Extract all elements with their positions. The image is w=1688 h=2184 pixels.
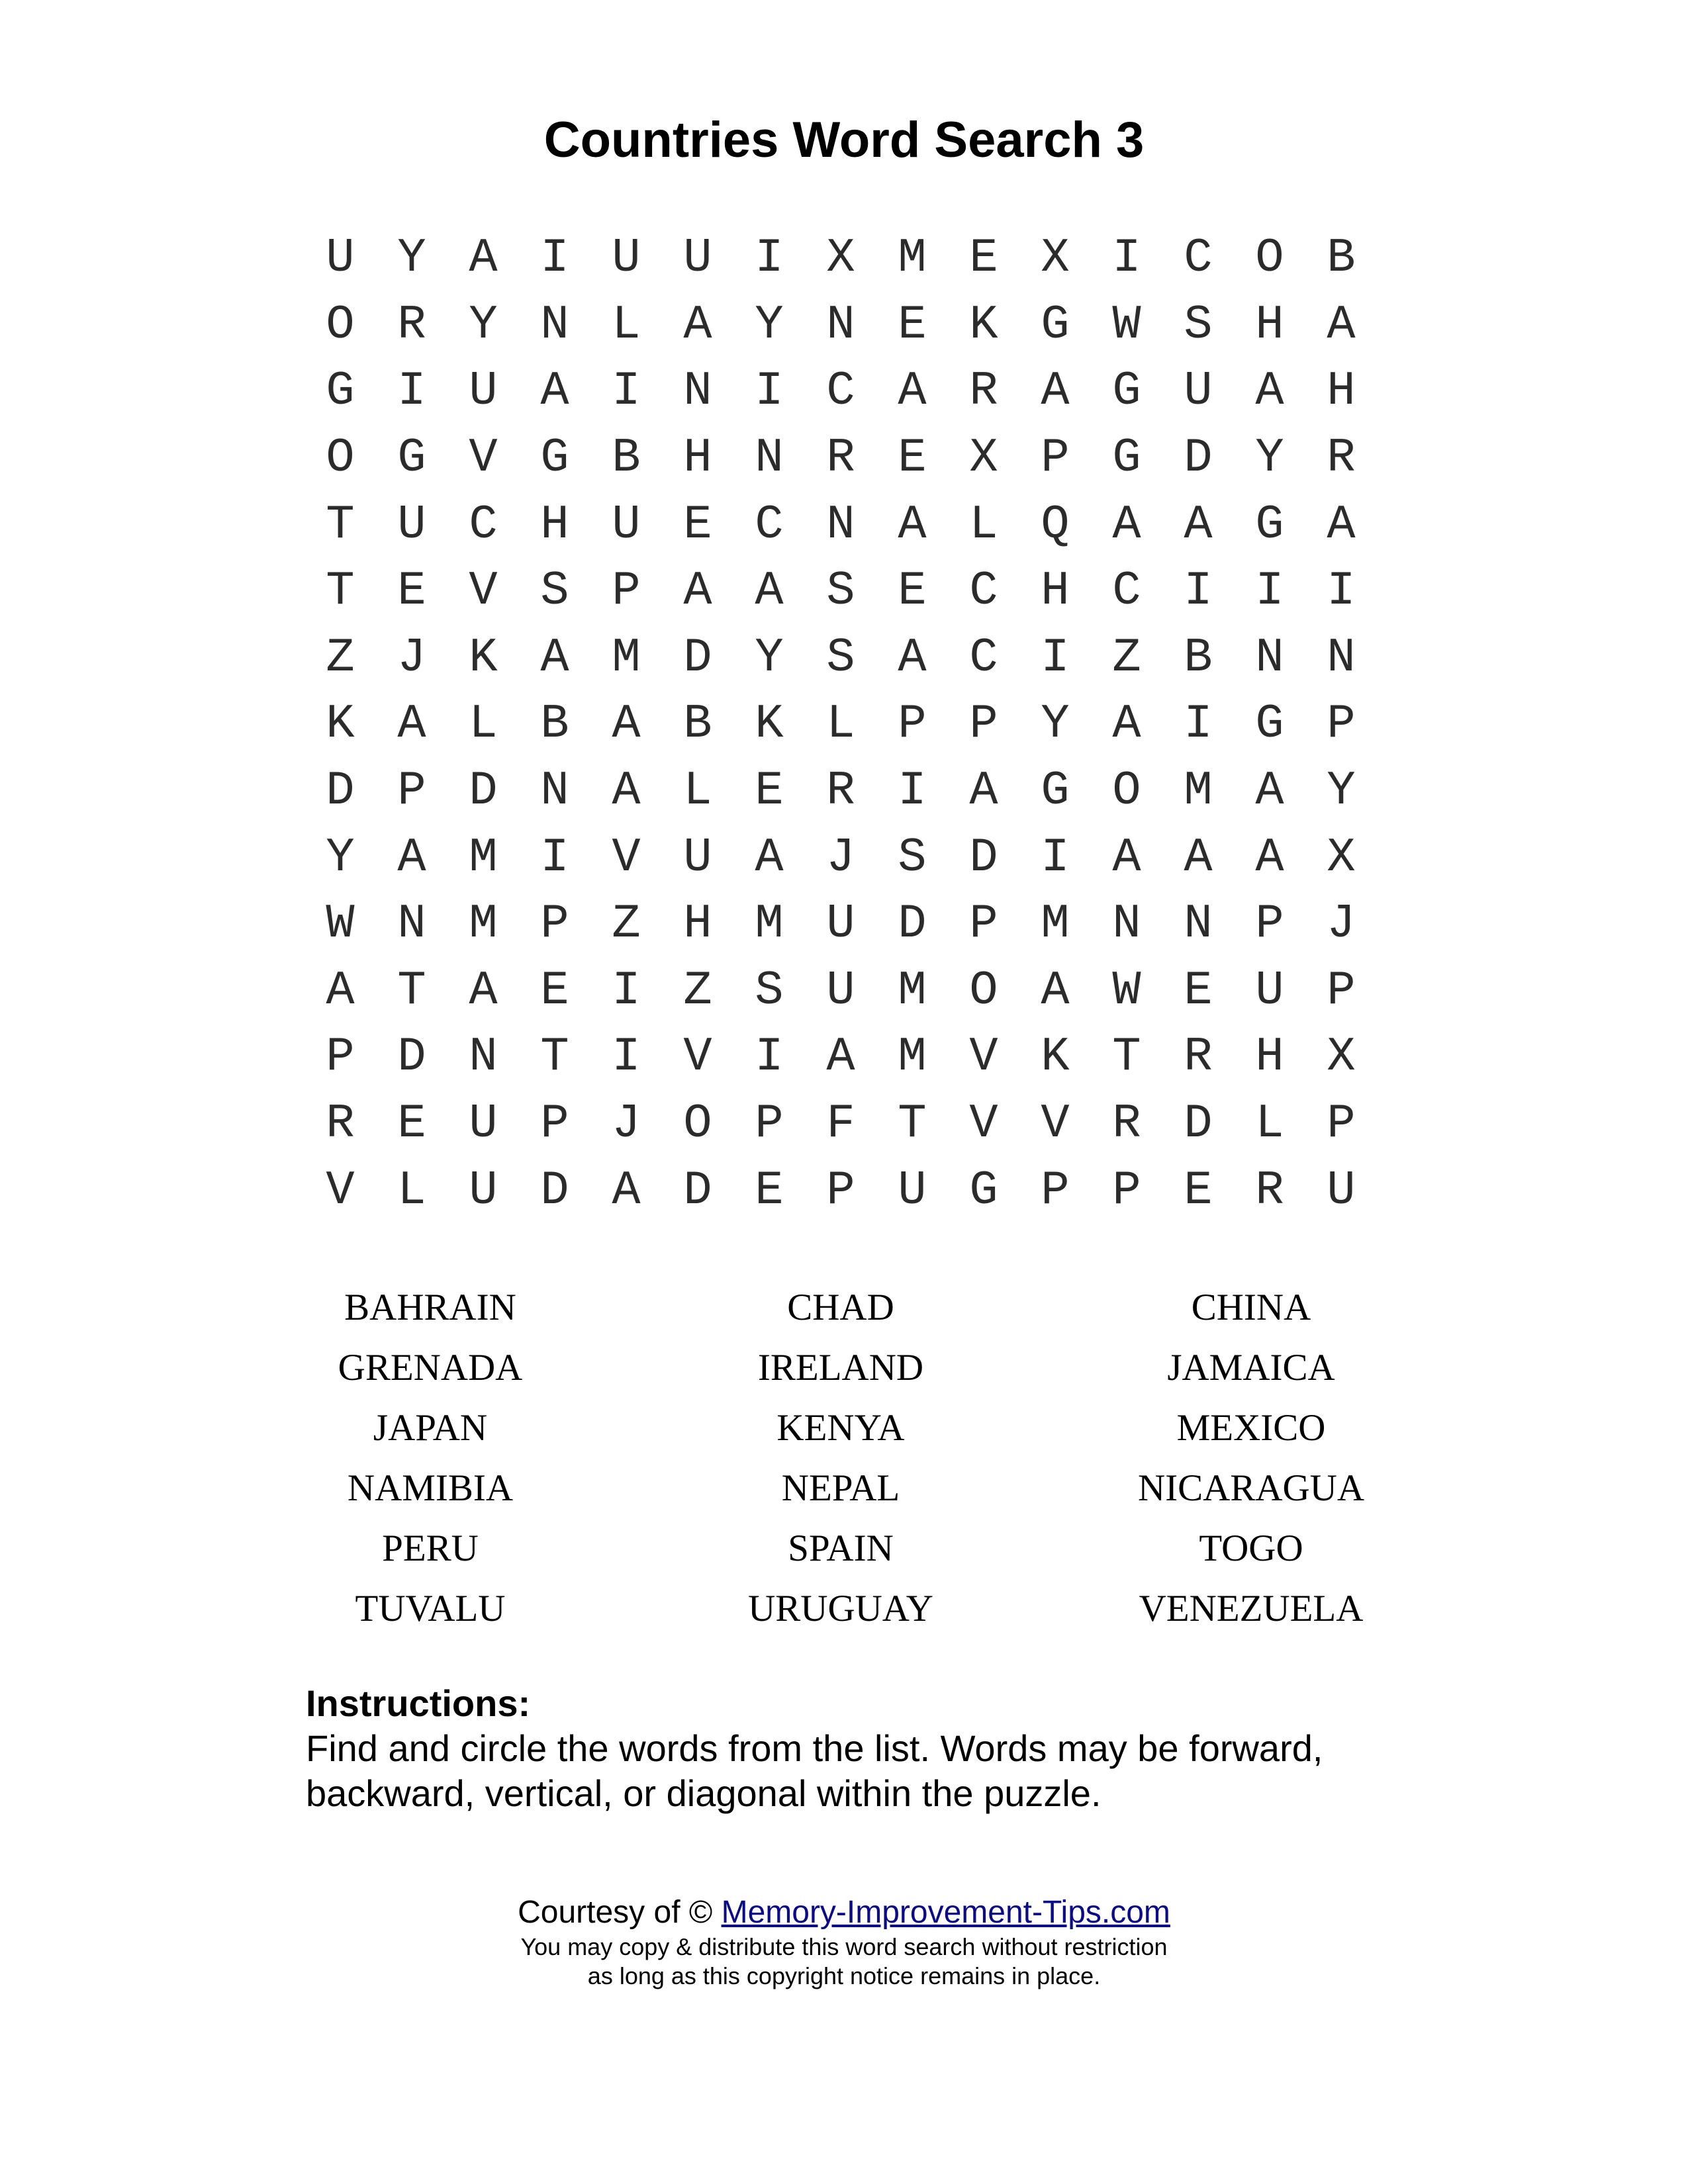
grid-letter: E: [755, 1163, 784, 1218]
grid-letter: A: [826, 1030, 855, 1085]
grid-letter: A: [612, 764, 641, 819]
grid-letter: Q: [1041, 497, 1070, 552]
copyright-notice-line-2: as long as this copyright notice remains in place.: [587, 1962, 1101, 1989]
grid-letter: E: [397, 1097, 426, 1152]
grid-letter: E: [1184, 1163, 1213, 1218]
instructions: [306, 1681, 1431, 1816]
grid-letter: N: [683, 364, 712, 419]
grid-letter: P: [1255, 897, 1284, 952]
grid-letter: I: [1041, 630, 1070, 685]
grid-letter: L: [683, 764, 712, 819]
grid-letter: S: [898, 830, 927, 885]
grid-letter: R: [1255, 1163, 1284, 1218]
grid-letter: U: [612, 497, 641, 552]
grid-letter: E: [898, 297, 927, 352]
grid-letter: M: [898, 1030, 927, 1085]
word-list-item: NEPAL: [781, 1467, 900, 1509]
grid-letter: P: [1327, 963, 1356, 1018]
grid-letter: Z: [326, 630, 355, 685]
grid-letter: C: [1184, 231, 1213, 286]
grid-letter: I: [612, 1030, 641, 1085]
grid-letter: X: [1041, 231, 1070, 286]
grid-letter: M: [1041, 897, 1070, 952]
grid-letter: M: [1184, 764, 1213, 819]
grid-letter: V: [612, 830, 641, 885]
grid-letter: D: [683, 1163, 712, 1218]
grid-letter: I: [1255, 564, 1284, 619]
grid-letter: P: [826, 1163, 855, 1218]
grid-letter: G: [969, 1163, 998, 1218]
grid-letter: A: [683, 297, 712, 352]
grid-letter: A: [469, 231, 498, 286]
grid-letter: C: [969, 630, 998, 685]
grid-letter: I: [1184, 564, 1213, 619]
grid-letter: A: [1255, 830, 1284, 885]
grid-letter: A: [755, 830, 784, 885]
grid-letter: N: [540, 297, 569, 352]
grid-letter: F: [826, 1097, 855, 1152]
grid-letter: I: [1184, 697, 1213, 752]
word-list-item: BAHRAIN: [344, 1287, 516, 1328]
word-list-item: VENEZUELA: [1139, 1588, 1364, 1629]
grid-letter: G: [1255, 697, 1284, 752]
grid-letter: U: [826, 963, 855, 1018]
grid-letter: P: [898, 697, 927, 752]
word-list-item: IRELAND: [757, 1347, 924, 1388]
grid-letter: P: [326, 1030, 355, 1085]
grid-letter: W: [1112, 297, 1141, 352]
grid-letter: P: [1041, 1163, 1070, 1218]
word-list-item: KENYA: [776, 1407, 905, 1449]
grid-letter: M: [898, 963, 927, 1018]
grid-letter: U: [1184, 364, 1213, 419]
grid-letter: K: [1041, 1030, 1070, 1085]
word-list-item: CHAD: [787, 1287, 894, 1328]
grid-letter: I: [540, 830, 569, 885]
grid-letter: Z: [683, 963, 712, 1018]
grid-letter: E: [1184, 963, 1213, 1018]
grid-letter: A: [469, 963, 498, 1018]
word-list-item: MEXICO: [1176, 1407, 1326, 1449]
grid-letter: H: [683, 897, 712, 952]
grid-letter: A: [1327, 497, 1356, 552]
grid-letter: B: [1184, 630, 1213, 685]
grid-letter: G: [1112, 431, 1141, 486]
grid-letter: E: [898, 431, 927, 486]
grid-letter: B: [683, 697, 712, 752]
grid-letter: D: [969, 830, 998, 885]
word-list-item: JAMAICA: [1167, 1347, 1335, 1388]
grid-letter: M: [898, 231, 927, 286]
grid-letter: N: [1184, 897, 1213, 952]
grid-letter: R: [326, 1097, 355, 1152]
word-list-item: JAPAN: [373, 1407, 488, 1449]
grid-letter: G: [540, 431, 569, 486]
grid-letter: G: [1255, 497, 1284, 552]
word-list-item: SPAIN: [788, 1527, 894, 1569]
grid-letter: S: [826, 630, 855, 685]
grid-letter: O: [1255, 231, 1284, 286]
grid-letter: B: [1327, 231, 1356, 286]
grid-letter: N: [1255, 630, 1284, 685]
grid-letter: E: [969, 231, 998, 286]
grid-letter: A: [397, 697, 426, 752]
grid-letter: T: [397, 963, 426, 1018]
grid-letter: I: [612, 364, 641, 419]
courtesy-prefix: Courtesy of ©: [518, 1895, 722, 1930]
grid-letter: E: [683, 497, 712, 552]
grid-letter: D: [898, 897, 927, 952]
grid-letter: S: [1184, 297, 1213, 352]
grid-letter: U: [826, 897, 855, 952]
grid-letter: O: [683, 1097, 712, 1152]
word-list-item: URUGUAY: [748, 1588, 933, 1629]
grid-letter: D: [1184, 1097, 1213, 1152]
grid-letter: A: [1041, 364, 1070, 419]
grid-letter: V: [969, 1097, 998, 1152]
grid-letter: R: [826, 764, 855, 819]
grid-letter: W: [326, 897, 355, 952]
grid-letter: I: [755, 231, 784, 286]
grid-letter: U: [469, 1163, 498, 1218]
grid-letter: P: [1041, 431, 1070, 486]
word-list-item: TOGO: [1199, 1527, 1303, 1569]
grid-letter: O: [1112, 764, 1141, 819]
grid-letter: U: [326, 231, 355, 286]
grid-letter: G: [1041, 764, 1070, 819]
word-list-item: NICARAGUA: [1138, 1467, 1364, 1509]
grid-letter: V: [469, 564, 498, 619]
grid-letter: S: [826, 564, 855, 619]
word-list-item: CHINA: [1191, 1287, 1311, 1328]
grid-letter: I: [540, 231, 569, 286]
word-list: [225, 1277, 1456, 1639]
grid-letter: Y: [1255, 431, 1284, 486]
grid-letter: M: [755, 897, 784, 952]
grid-letter: A: [540, 364, 569, 419]
grid-letter: G: [326, 364, 355, 419]
grid-letter: A: [969, 764, 998, 819]
grid-letter: D: [469, 764, 498, 819]
grid-letter: Y: [469, 297, 498, 352]
grid-letter: H: [1327, 364, 1356, 419]
grid-letter: N: [469, 1030, 498, 1085]
grid-letter: T: [326, 497, 355, 552]
grid-letter: M: [469, 897, 498, 952]
grid-letter: A: [326, 963, 355, 1018]
grid-letter: Y: [326, 830, 355, 885]
grid-letter: U: [469, 1097, 498, 1152]
grid-letter: I: [755, 1030, 784, 1085]
grid-letter: E: [397, 564, 426, 619]
grid-letter: U: [397, 497, 426, 552]
grid-letter: Y: [1327, 764, 1356, 819]
grid-letter: H: [540, 497, 569, 552]
grid-letter: A: [898, 364, 927, 419]
grid-letter: I: [1327, 564, 1356, 619]
grid-letter: A: [755, 564, 784, 619]
grid-letter: I: [612, 963, 641, 1018]
grid-letter: A: [1184, 830, 1213, 885]
grid-letter: O: [326, 431, 355, 486]
grid-letter: D: [683, 630, 712, 685]
grid-letter: C: [755, 497, 784, 552]
grid-letter: A: [1327, 297, 1356, 352]
grid-letter: G: [1041, 297, 1070, 352]
grid-letter: U: [469, 364, 498, 419]
grid-letter: U: [612, 231, 641, 286]
grid-letter: N: [826, 497, 855, 552]
grid-letter: N: [755, 431, 784, 486]
grid-letter: O: [969, 963, 998, 1018]
grid-letter: C: [826, 364, 855, 419]
grid-letter: G: [397, 431, 426, 486]
grid-letter: P: [969, 897, 998, 952]
grid-letter: N: [397, 897, 426, 952]
grid-letter: H: [1041, 564, 1070, 619]
grid-letter: R: [1327, 431, 1356, 486]
grid-letter: E: [540, 963, 569, 1018]
grid-letter: A: [397, 830, 426, 885]
grid-letter: A: [1041, 963, 1070, 1018]
grid-letter: A: [1255, 764, 1284, 819]
grid-letter: T: [326, 564, 355, 619]
grid-letter: Z: [612, 897, 641, 952]
grid-letter: L: [969, 497, 998, 552]
grid-letter: P: [1327, 697, 1356, 752]
courtesy-footer: [0, 1893, 1688, 1991]
grid-letter: P: [969, 697, 998, 752]
grid-letter: K: [755, 697, 784, 752]
grid-letter: A: [1112, 697, 1141, 752]
grid-letter: A: [1184, 497, 1213, 552]
grid-letter: J: [826, 830, 855, 885]
grid-letter: T: [1112, 1030, 1141, 1085]
grid-letter: G: [1112, 364, 1141, 419]
grid-letter: B: [612, 431, 641, 486]
grid-letter: L: [826, 697, 855, 752]
grid-letter: N: [540, 764, 569, 819]
grid-letter: Y: [1041, 697, 1070, 752]
grid-letter: V: [969, 1030, 998, 1085]
grid-letter: Y: [397, 231, 426, 286]
grid-letter: H: [1255, 1030, 1284, 1085]
grid-letter: R: [1112, 1097, 1141, 1152]
word-list-item: NAMIBIA: [347, 1467, 514, 1509]
grid-letter: E: [898, 564, 927, 619]
grid-letter: U: [1327, 1163, 1356, 1218]
grid-letter: K: [969, 297, 998, 352]
grid-letter: C: [469, 497, 498, 552]
grid-letter: I: [1112, 231, 1141, 286]
grid-letter: Y: [755, 630, 784, 685]
grid-letter: Y: [755, 297, 784, 352]
grid-letter: M: [469, 830, 498, 885]
grid-letter: L: [397, 1163, 426, 1218]
grid-letter: M: [612, 630, 641, 685]
copyright-notice-line-1: You may copy & distribute this word search without restriction: [520, 1933, 1168, 1960]
grid-letter: I: [397, 364, 426, 419]
grid-letter: V: [683, 1030, 712, 1085]
grid-letter: J: [397, 630, 426, 685]
grid-letter: R: [1184, 1030, 1213, 1085]
grid-letter: X: [1327, 830, 1356, 885]
grid-letter: A: [540, 630, 569, 685]
grid-letter: R: [826, 431, 855, 486]
grid-letter: P: [1327, 1097, 1356, 1152]
website-link[interactable]: Memory-Improvement-Tips.com: [721, 1895, 1170, 1930]
grid-letter: E: [755, 764, 784, 819]
grid-letter: P: [540, 897, 569, 952]
word-search-grid: [305, 225, 1383, 1224]
grid-letter: B: [540, 697, 569, 752]
courtesy-line: [0, 1893, 1688, 1933]
grid-letter: D: [1184, 431, 1213, 486]
grid-letter: V: [326, 1163, 355, 1218]
grid-letter: J: [1327, 897, 1356, 952]
grid-letter: V: [1041, 1097, 1070, 1152]
grid-letter: X: [826, 231, 855, 286]
grid-letter: S: [755, 963, 784, 1018]
grid-letter: U: [898, 1163, 927, 1218]
grid-letter: L: [1255, 1097, 1284, 1152]
grid-letter: I: [1041, 830, 1070, 885]
grid-letter: D: [540, 1163, 569, 1218]
instructions-text: Find and circle the words from the list. Words may be forward, backward, vertical, or diagonal within the puzzle.: [306, 1727, 1323, 1814]
grid-letter: P: [612, 564, 641, 619]
grid-letter: I: [755, 364, 784, 419]
grid-letter: T: [898, 1097, 927, 1152]
grid-letter: A: [1255, 364, 1284, 419]
word-list-item: GRENADA: [338, 1347, 523, 1388]
grid-letter: S: [540, 564, 569, 619]
grid-letter: U: [683, 830, 712, 885]
word-list-item: TUVALU: [355, 1588, 506, 1629]
grid-letter: L: [612, 297, 641, 352]
grid-letter: A: [612, 697, 641, 752]
grid-letter: T: [540, 1030, 569, 1085]
grid-letter: N: [826, 297, 855, 352]
grid-letter: W: [1112, 963, 1141, 1018]
grid-letter: D: [326, 764, 355, 819]
grid-letter: P: [540, 1097, 569, 1152]
grid-letter: X: [969, 431, 998, 486]
grid-letter: O: [326, 297, 355, 352]
grid-letter: C: [969, 564, 998, 619]
grid-letter: K: [326, 697, 355, 752]
grid-letter: A: [1112, 497, 1141, 552]
grid-letter: N: [1327, 630, 1356, 685]
grid-letter: X: [1327, 1030, 1356, 1085]
grid-letter: A: [1112, 830, 1141, 885]
grid-letter: U: [683, 231, 712, 286]
grid-letter: P: [397, 764, 426, 819]
grid-letter: K: [469, 630, 498, 685]
grid-letter: R: [397, 297, 426, 352]
grid-letter: H: [683, 431, 712, 486]
instructions-heading: Instructions:: [306, 1682, 531, 1724]
grid-letter: N: [1112, 897, 1141, 952]
grid-letter: Z: [1112, 630, 1141, 685]
word-list-item: PERU: [382, 1527, 479, 1569]
page-title: Countries Word Search 3: [543, 112, 1145, 168]
grid-letter: U: [1255, 963, 1284, 1018]
grid-letter: P: [755, 1097, 784, 1152]
grid-letter: I: [898, 764, 927, 819]
grid-letter: P: [1112, 1163, 1141, 1218]
grid-letter: C: [1112, 564, 1141, 619]
grid-letter: A: [898, 497, 927, 552]
grid-letter: V: [469, 431, 498, 486]
grid-letter: H: [1255, 297, 1284, 352]
grid-letter: R: [969, 364, 998, 419]
grid-letter: A: [612, 1163, 641, 1218]
grid-letter: A: [683, 564, 712, 619]
grid-letter: L: [469, 697, 498, 752]
grid-letter: J: [612, 1097, 641, 1152]
grid-letter: D: [397, 1030, 426, 1085]
grid-letter: A: [898, 630, 927, 685]
